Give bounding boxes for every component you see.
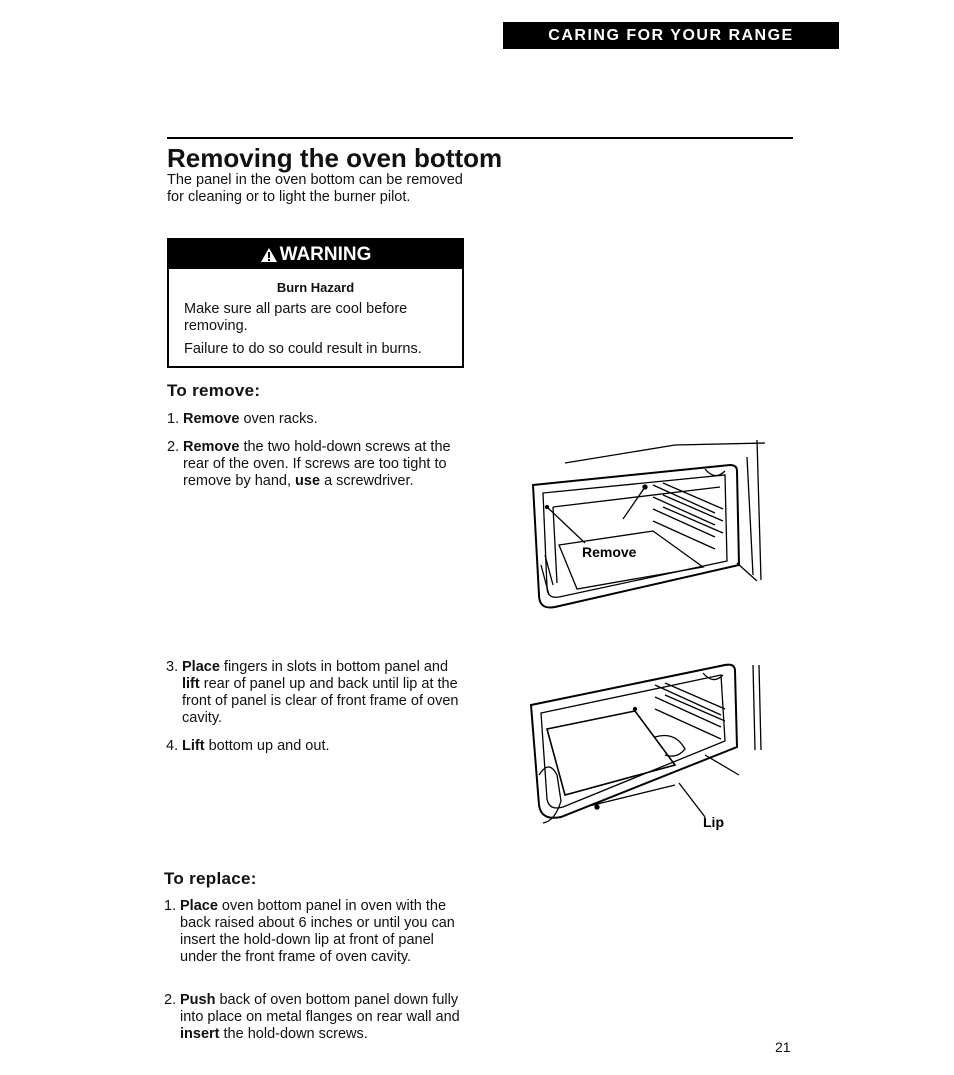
oven-lift-illustration xyxy=(525,655,770,835)
step-text: the two hold-down screws at the rear of the oven. If screws are too tight to remove by hand, xyxy=(183,439,451,489)
warning-header xyxy=(169,240,462,269)
page-title: Removing the oven bottom xyxy=(167,143,503,173)
step-text-2: a screwdriver. xyxy=(320,473,414,489)
step-text: back of oven bottom panel down fully into place on metal flanges on rear wall and xyxy=(180,992,460,1025)
step-verb: Place xyxy=(182,659,220,675)
oven-cavity-illustration xyxy=(525,435,770,615)
warning-line-1: Make sure all parts are cool before removing. xyxy=(184,301,408,334)
oven-figure-lift-bottom xyxy=(525,655,770,835)
step-verb-2: use xyxy=(295,473,321,489)
title-rule xyxy=(167,137,793,139)
warning-triangle-icon xyxy=(260,247,278,263)
page-number: 21 xyxy=(775,1039,791,1055)
fig2-label: Lip xyxy=(703,814,724,830)
intro-paragraph: The panel in the oven bottom can be removed for cleaning or to light the burner pilot. xyxy=(167,172,463,205)
step-text: oven racks. xyxy=(239,411,318,427)
step-number: 4. xyxy=(166,738,179,754)
remove-step-2 xyxy=(167,439,467,494)
fig1-label: Remove xyxy=(582,544,637,560)
remove-step-3 xyxy=(166,659,466,731)
step-verb: Push xyxy=(180,992,216,1008)
step-number: 3. xyxy=(166,659,179,675)
remove-step-4 xyxy=(166,738,466,758)
step-number: 2. xyxy=(164,992,177,1008)
warning-line-2: Failure to do so could result in burns. xyxy=(184,341,422,357)
step-text-2: rear of panel up and back until lip at the front of panel is clear of front frame of oven cavity. xyxy=(182,676,459,726)
step-text: fingers in slots in bottom panel and xyxy=(219,659,449,675)
replace-step-1 xyxy=(164,898,464,986)
step-verb-2: lift xyxy=(182,676,200,692)
replace-step-2 xyxy=(164,992,464,1047)
step-number: 2. xyxy=(167,439,180,455)
step-verb: Remove xyxy=(183,411,240,427)
step-text: bottom up and out. xyxy=(204,738,330,754)
oven-figure-remove-screws xyxy=(525,435,770,615)
replace-heading: To replace: xyxy=(164,869,257,888)
step-verb: Place xyxy=(180,898,218,914)
step-verb-2: insert xyxy=(180,1026,220,1042)
step-text-2: the hold-down screws. xyxy=(219,1026,368,1042)
step-number: 1. xyxy=(167,411,180,427)
warning-box xyxy=(167,238,464,368)
step-verb: Lift xyxy=(182,738,205,754)
section-header: CARING FOR YOUR RANGE xyxy=(503,22,839,49)
step-number: 1. xyxy=(164,898,177,914)
remove-heading: To remove: xyxy=(167,381,261,400)
remove-step-1 xyxy=(167,411,467,431)
step-text: oven bottom panel in oven with the back raised about 6 inches or until you can insert the hold-down lip at front of panel under the front frame of oven cavity. xyxy=(180,898,455,965)
step-verb: Remove xyxy=(183,439,240,455)
warning-subheading: Burn Hazard xyxy=(276,280,355,295)
warning-heading: WARNING xyxy=(279,243,372,265)
